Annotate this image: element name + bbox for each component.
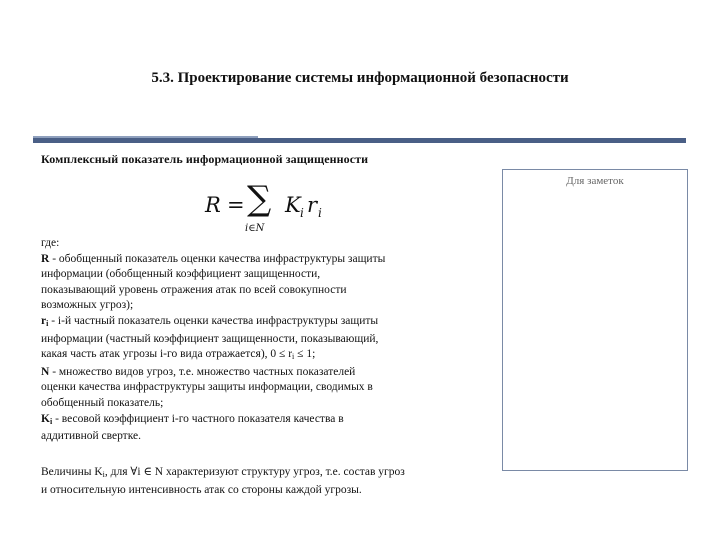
def-ki-term: K <box>41 412 50 425</box>
def-ri-text-1: - i-й частный показатель оценки качества инфраструктуры защиты <box>48 314 379 327</box>
def-r-text-1: - обобщенный показатель оценки качества инфраструктуры защиты <box>49 252 386 265</box>
def-r-line-4: возможных угроз); <box>41 299 134 312</box>
conclusion-line-1 <box>41 465 501 483</box>
def-ri-line-1 <box>41 314 501 332</box>
conclusion-text-a: Величины K <box>41 466 103 478</box>
def-ki-sub: i <box>49 416 53 426</box>
formula <box>205 179 335 238</box>
sum-symbol: ∑ <box>247 179 272 219</box>
formula-equals: = <box>227 193 245 217</box>
notes-box[interactable] <box>502 169 688 471</box>
def-r-term: R <box>41 252 50 265</box>
def-n-text-1: - множество видов угроз, т.е. множество частных показателей <box>49 365 356 378</box>
definitions <box>41 236 501 445</box>
where-label: где: <box>41 237 60 249</box>
def-r-line-2: информации (обобщенный коэффициент защищенности, <box>41 268 321 281</box>
conclusion-sub: i <box>102 470 105 479</box>
section-subtitle: Комплексный показатель информационной защищенности <box>41 152 369 166</box>
formula-r: r <box>307 193 318 217</box>
def-ri-line-3 <box>41 347 501 365</box>
def-n-term: N <box>41 365 50 378</box>
sum-subscript: i∈N <box>245 223 265 234</box>
notes-label: Для заметок <box>566 175 624 187</box>
page-title: 5.3. Проектирование системы информационной безопасности <box>151 70 569 86</box>
def-ki-text-1: - весовой коэффициент i-го частного показателя качества в <box>52 412 344 425</box>
formula-lhs: R <box>205 193 221 217</box>
formula-r-subscript: i <box>318 206 322 220</box>
formula-k-subscript: i <box>300 206 304 220</box>
def-ri-text-4: ≤ 1; <box>294 348 316 361</box>
def-r-line-3: показывающий уровень отражения атак по всей совокупности <box>41 283 347 296</box>
def-n-line-3: обобщенный показатель; <box>41 396 164 409</box>
def-ri-range-sub: i <box>292 352 295 362</box>
title-divider <box>33 138 686 143</box>
conclusion <box>41 465 501 498</box>
def-ri-term: r <box>41 314 47 327</box>
def-ki-line-2: аддитивной свертке. <box>41 430 141 443</box>
formula-k: K <box>285 193 301 217</box>
conclusion-text-b: , для ∀i ∈ N характеризуют структуру угроз, т.е. состав угроз <box>104 466 405 478</box>
def-ki-line-1 <box>41 412 501 430</box>
def-ri-sub: i <box>46 318 49 328</box>
def-n-line-2: оценки качества инфраструктуры защиты информации, сводимых в <box>41 381 373 394</box>
def-r-line-1 <box>41 252 501 268</box>
def-ri-text-3: какая часть атак угрозы i-го вида отражается), 0 ≤ r <box>41 348 293 361</box>
conclusion-line-2: и относительную интенсивность атак со стороны каждой угрозы. <box>41 483 362 496</box>
def-ri-line-2: информации (частный коэффициент защищенности, показывающий, <box>41 332 379 345</box>
def-n-line-1 <box>41 365 501 381</box>
